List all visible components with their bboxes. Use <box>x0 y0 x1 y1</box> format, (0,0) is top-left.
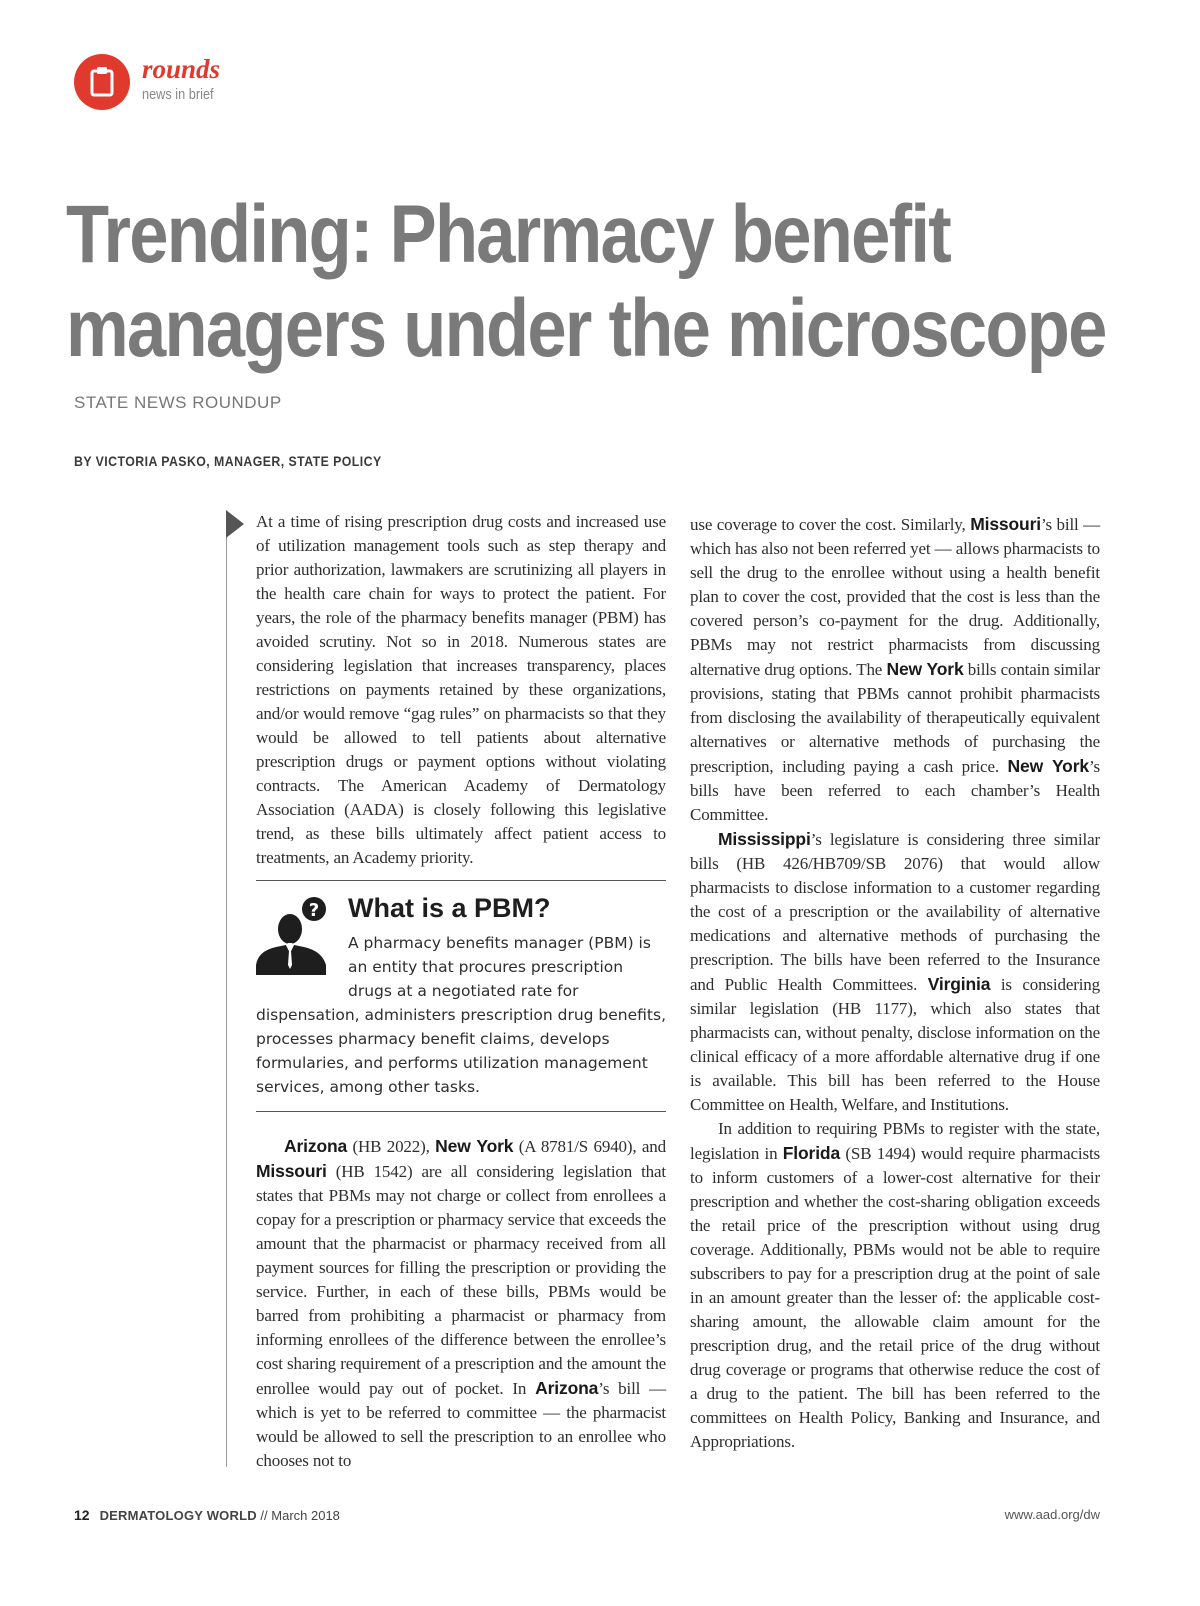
svg-text:?: ? <box>308 900 320 921</box>
byline: BY VICTORIA PASKO, MANAGER, STATE POLICY <box>74 453 382 469</box>
sidebar-what-is-pbm <box>256 880 666 1112</box>
continued-paragraph: use coverage to cover the cost. Similarly, Missouri’s bill — which has also not been referred yet — allows pharmacists to sell the drug to the enrollee without using a health benefit plan to cover the cost, provided that the cost is less than the covered person’s co-payment for the drug. Additionally, PBMs may not restrict pharmacists from discussing alternative drug options. The New York bills contain similar provisions, stating that PBMs cannot prohibit pharmacists from disclosing the availability of therapeutically equivalent alternatives or alternative methods of purchasing the prescription, including paying a cash price. New York’s bills have been referred to each chamber’s Health Committee. <box>690 514 1100 824</box>
state-name: Missouri <box>256 1161 327 1181</box>
column-rule <box>226 512 227 1467</box>
state-name: Arizona <box>284 1136 348 1156</box>
footer-folio <box>74 1507 340 1523</box>
state-name: New York <box>886 659 964 679</box>
headline <box>66 188 1106 376</box>
kicker: STATE NEWS ROUNDUP <box>74 393 282 412</box>
section-header <box>72 52 292 112</box>
arizona-paragraph: Arizona (HB 2022), New York (A 8781/S 6940), and Missouri (HB 1542) are all considering legislation that states that PBMs may not charge or collect from enrollees a copay for a prescription or pharmacy service that exceeds the amount that the pharmacist or pharmacy received from all payment sources for filling the prescription or providing the service. Further, in each of these bills, PBMs would be barred from prohibiting a pharmacist or pharmacy from informing enrollees of the difference between the enrollee’s cost sharing requirement of a prescription and the amount the enrollee would pay out of pocket. In Arizona’s bill — which is yet to be referred to committee — the pharmacist would be allowed to sell the prescription to an enrollee who chooses not to <box>256 1136 666 1470</box>
sidebar-title: What is a PBM? <box>348 893 551 923</box>
state-name: Mississippi <box>718 829 811 849</box>
state-name: Arizona <box>535 1378 599 1398</box>
state-name: New York <box>1007 756 1089 776</box>
headline-line-1: Trending: Pharmacy benefit <box>66 189 950 280</box>
intro-paragraph: At a time of rising prescription drug costs and increased use of utilization management tools such as step therapy and prior authorization, lawmakers are scrutinizing all players in the health care chain for ways to protect the patient. For years, the role of the pharmacy benefits manager (PBM) has avoided scrutiny. Not so in 2018. Numerous states are considering legislation that increases transparency, places restrictions on payments retained by these organizations, and/or would remove “gag rules” on pharmacists so that they would be allowed to tell patients about alternative prescription drugs or payment options without violating contracts. The American Academy of Dermatology Association (AADA) is closely following this legislative trend, as these bills ultimately affect patient access to treatments, an Academy priority. <box>256 512 666 867</box>
section-subtitle: news in brief <box>142 86 214 103</box>
magazine-name: DERMATOLOGY WORLD <box>99 1508 257 1523</box>
issue-date: // March 2018 <box>256 1508 340 1523</box>
headline-line-2: managers under the microscope <box>66 283 1106 374</box>
page-number: 12 <box>74 1507 90 1523</box>
column-left-lower <box>256 1134 666 1473</box>
mississippi-paragraph: Mississippi’s legislature is considering three similar bills (HB 426/HB709/SB 2076) that would allow pharmacists to disclose information to a customer regarding the cost of a prescription or the availability of alternative medications and alternative methods of purchasing the prescription. The bills have been referred to the Insurance and Public Health Committees. Virginia is considering similar legislation (HB 1177), which also states that pharmacists can, without penalty, disclose information on the clinical efficacy of a more affordable alternative drug if one is available. This bill has been referred to the House Committee on Health, Welfare, and Institutions. <box>690 829 1100 1114</box>
column-left <box>256 510 666 870</box>
column-right <box>690 512 1100 1454</box>
state-name: Missouri <box>970 514 1041 534</box>
clipboard-icon <box>74 54 130 110</box>
rounds-badge <box>74 54 130 110</box>
footer-url: www.aad.org/dw <box>1004 1507 1100 1522</box>
state-name: Virginia <box>927 974 991 994</box>
state-name: New York <box>435 1136 514 1156</box>
section-title: rounds <box>142 54 221 84</box>
arrow-marker-icon <box>226 510 244 538</box>
state-name: Florida <box>782 1143 841 1163</box>
sidebar-body <box>256 931 666 1099</box>
florida-paragraph: In addition to requiring PBMs to register with the state, legislation in Florida (SB 1494) would require pharmacists to inform customers of a lower-cost alternative for their prescription and whether the cost-sharing obligation exceeds the retail price of the prescription without using drug coverage. Additionally, PBMs would not be able to require subscribers to pay for a prescription drug at the point of sale in an amount greater than the lesser of: the applicable cost-sharing amount, the allowable claim amount for the prescription drug, and the retail price of the drug without drug coverage or programs that otherwise reduce the cost of a drug to the patient. The bill has been referred to the committees on Health Policy, Banking and Insurance, and Appropriations. <box>690 1119 1101 1451</box>
sidebar-text: A pharmacy benefits manager (PBM) is an entity that procures prescription drugs at a negotiated rate for dispensation, administers prescription drug benefits, processes pharmacy benefit claims, develops formularies, and performs utilization management services, among other tasks. <box>256 934 666 1096</box>
